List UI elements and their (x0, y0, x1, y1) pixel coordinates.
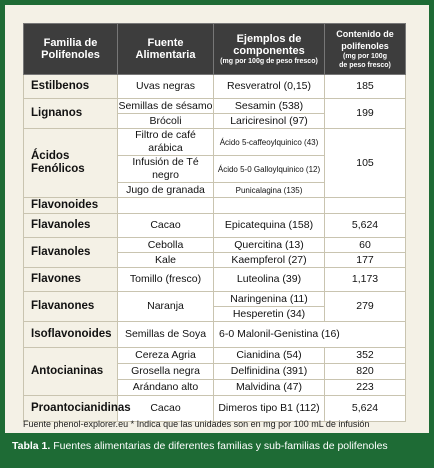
familia-cell: Antocianinas (24, 348, 118, 396)
ejemplo-cell: Ácido 5-0 Galloylquinico (12) (214, 156, 325, 183)
familia-cell: Proantocianidinas (24, 396, 118, 422)
contenido-cell: 1,173 (325, 268, 406, 292)
fuente-cell: Tomillo (fresco) (118, 268, 214, 292)
ejemplo-cell (214, 198, 325, 214)
familia-cell: Flavanoles (24, 214, 118, 238)
ejemplo-cell: Quercitina (13) (214, 238, 325, 253)
contenido-cell: 60 (325, 238, 406, 253)
fuente-cell: Cebolla (118, 238, 214, 253)
contenido-cell: 279 (325, 292, 406, 322)
table-row (24, 99, 406, 114)
ejemplo-cell: Dimeros tipo B1 (112) (214, 396, 325, 422)
fuente-cell: Semillas de Soya (118, 322, 214, 348)
familia-cell: Flavanoles (24, 238, 118, 268)
fuente-cell: Uvas negras (118, 75, 214, 99)
ejemplo-cell: 6-0 Malonil-Genistina (16) (214, 322, 406, 348)
fuente-cell: Semillas de sésamo (118, 99, 213, 112)
ejemplo-cell: Kaempferol (27) (214, 253, 325, 268)
fuente-cell: Naranja (118, 292, 214, 322)
table-row (24, 396, 406, 422)
contenido-cell: 223 (325, 380, 406, 396)
header-fuente: Fuente Alimentaria (118, 24, 214, 75)
ejemplo-cell: Luteolina (39) (214, 268, 325, 292)
ejemplo-cell: Sesamin (538) (214, 99, 325, 114)
table-row (24, 238, 406, 253)
table-panel (5, 5, 429, 433)
fuente-cell: Cacao (118, 214, 214, 238)
ejemplo-cell: Epicatequina (158) (214, 214, 325, 238)
contenido-cell: 105 (325, 129, 406, 198)
fuente-cell (118, 198, 214, 214)
fuente-cell: Infusión de Té negro (118, 156, 214, 183)
familia-cell: Isoflavonoides (24, 322, 118, 348)
contenido-cell: 5,624 (325, 396, 406, 422)
ejemplo-cell: Ácido 5-caffeoylquinico (43) (214, 129, 325, 156)
familia-cell: Estilbenos (24, 75, 118, 99)
table-caption (12, 440, 388, 452)
ejemplo-cell: Delfinidina (391) (214, 364, 325, 380)
header-ejemplos: Ejemplos de componentes (mg por 100g de peso fresco) (214, 24, 325, 75)
ejemplo-cell: Malvidina (47) (214, 380, 325, 396)
contenido-cell (325, 198, 406, 214)
table-row (24, 198, 406, 214)
fuente-cell: Kale (118, 253, 214, 268)
table-row (24, 75, 406, 99)
caption-label: Tabla 1. (12, 440, 51, 452)
fuente-cell: Jugo de granada (118, 183, 214, 198)
table-row (24, 292, 406, 307)
ejemplo-cell: Lariciresinol (97) (214, 114, 325, 129)
table-row (24, 348, 406, 364)
contenido-cell: 199 (325, 99, 406, 129)
familia-cell: Ácidos Fenólicos (24, 129, 118, 198)
contenido-cell: 177 (325, 253, 406, 268)
familia-cell: Flavonoides (24, 198, 118, 214)
contenido-cell: 352 (325, 348, 406, 364)
familia-cell: Flavanones (24, 292, 118, 322)
header-row (24, 24, 406, 75)
familia-cell: Lignanos (24, 99, 118, 129)
contenido-cell: 820 (325, 364, 406, 380)
familia-cell: Flavones (24, 268, 118, 292)
table-footnote: Fuente phenol-explorer.eu * Indica que las unidades son en mg por 100 mL de infusión (23, 419, 370, 429)
table-row (24, 268, 406, 292)
table-row (24, 214, 406, 238)
polyphenol-table (23, 23, 406, 422)
ejemplo-cell: Punicalagina (135) (214, 183, 325, 198)
fuente-cell: Cereza Agria (118, 348, 214, 364)
fuente-cell: Filtro de café arábica (118, 129, 214, 156)
contenido-cell: 185 (325, 75, 406, 99)
fuente-cell: Brócoli (118, 114, 214, 129)
table-row (24, 129, 406, 156)
ejemplo-cell: Cianidina (54) (214, 348, 325, 364)
table-row (24, 322, 406, 348)
header-familia: Familia de Polifenoles (24, 24, 118, 75)
fuente-cell: Arándano alto (118, 380, 214, 396)
contenido-cell: 5,624 (325, 214, 406, 238)
fuente-cell: Grosella negra (118, 364, 214, 380)
ejemplo-cell: Naringenina (11) (214, 292, 325, 307)
fuente-cell: Cacao (118, 396, 214, 422)
ejemplo-cell: Hesperetin (34) (214, 307, 325, 322)
ejemplo-cell: Resveratrol (0,15) (214, 75, 325, 99)
header-contenido: Contenido de polifenoles (mg por 100g de peso fresco) (325, 24, 406, 75)
caption-text: Fuentes alimentarias de diferentes familias y sub-familias de polifenoles (50, 440, 388, 452)
